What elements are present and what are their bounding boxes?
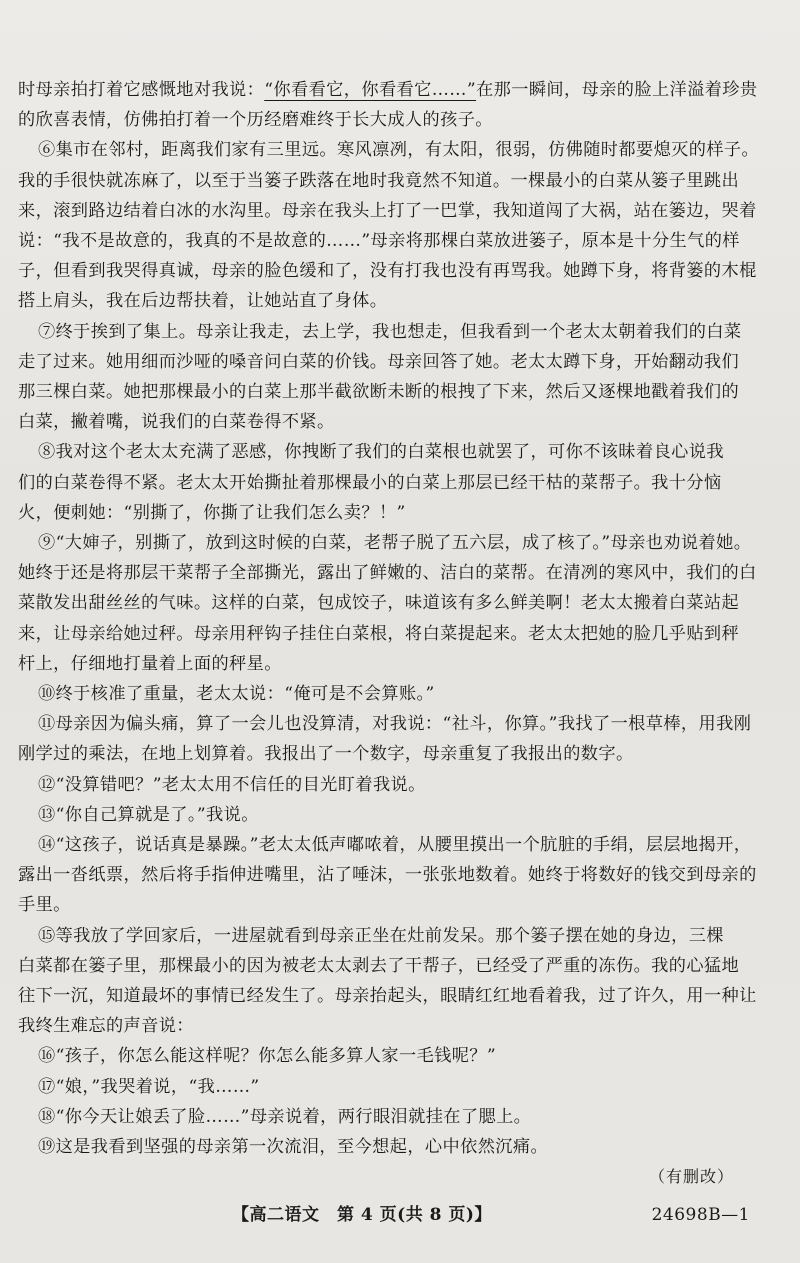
text-line: 菜散发出甜丝丝的气味。这样的白菜，包成饺子，味道该有多么鲜美啊！老太太搬着白菜站起 <box>18 593 740 613</box>
text-line: 的欣喜表情，仿佛拍打着一个历经磨难终于长大成人的孩子。 <box>18 110 493 130</box>
source-note: （有删改） <box>648 1167 734 1186</box>
text-line: 她终于还是将那层干菜帮子全部撕光，露出了鲜嫩的、洁白的菜帮。在清冽的寒风中，我们的白 <box>18 563 757 583</box>
text-line: 我终生难忘的声音说： <box>18 1016 194 1036</box>
text-segment: 在那一瞬间，母亲的脸上洋溢着珍贵 <box>476 80 758 100</box>
text-line: 刚学过的乘法，在地上划算着。我报出了一个数字，母亲重复了我报出的数字。 <box>18 744 634 764</box>
paragraph-13-line: ⑬“你自己算就是了。”我说。 <box>38 805 259 825</box>
text-line: 我的手很快就冻麻了，以至于当篓子跌落在地时我竟然不知道。一棵最小的白菜从篓子里跳出 <box>18 171 740 191</box>
paragraph-9-line: ⑨“大婶子，别撕了，放到这时候的白菜，老帮子脱了五六层，成了核了。”母亲也劝说着她。 <box>38 533 752 553</box>
paragraph-12-line: ⑫“没算错吧？”老太太用不信任的目光盯着我说。 <box>38 775 426 795</box>
text-line: 白菜都在篓子里，那棵最小的因为被老太太剥去了干帮子，已经受了严重的冻伤。我的心猛地 <box>18 956 740 976</box>
underlined-quote: “你看看它，你看看它……” <box>264 80 477 100</box>
paragraph-7-line: ⑦终于挨到了集上。母亲让我走，去上学，我也想走，但我看到一个老太太朝着我们的白菜 <box>38 322 742 342</box>
text-line: 那三棵白菜。她把那棵最小的白菜上那半截欲断未断的根拽了下来，然后又逐棵地戳着我们的 <box>18 382 740 402</box>
text-line <box>18 76 780 104</box>
footer-exam-code: 24698B—1 <box>651 1205 750 1225</box>
page-footer <box>0 1201 800 1229</box>
text-line: 搭上肩头，我在后边帮扶着，让她站直了身体。 <box>18 291 388 311</box>
text-line: 说：“我不是故意的，我真的不是故意的……”母亲将那棵白菜放进篓子，原本是十分生气的样 <box>18 231 740 251</box>
paragraph-18-line: ⑱“你今天让娘丢了脸……”母亲说着，两行眼泪就挂在了腮上。 <box>38 1107 532 1127</box>
text-line: 手里。 <box>18 895 71 915</box>
paragraph-16-line: ⑯“孩子，你怎么能这样呢？你怎么能多算人家一毛钱呢？” <box>38 1046 497 1066</box>
paragraph-14-line: ⑭“这孩子，说话真是暴躁。”老太太低声嘟哝着，从腰里摸出一个肮脏的手绢，层层地揭开， <box>38 835 752 855</box>
text-line: 露出一沓纸票，然后将手指伸进嘴里，沾了唾沫，一张张地数着。她终于将数好的钱交到母亲的 <box>18 865 757 885</box>
text-line: 往下一沉，知道最坏的事情已经发生了。母亲抬起头，眼睛红红地看着我，过了许久，用一种让 <box>18 986 757 1006</box>
paragraph-11-line: ⑪母亲因为偏头痛，算了一会儿也没算清，对我说：“社斗，你算。”我找了一根草棒，用我刚 <box>38 714 752 734</box>
footer-subject-page: 【高二语文 第 4 页(共 8 页)】 <box>232 1205 492 1225</box>
paragraph-19-line: ⑲这是我看到坚强的母亲第一次流泪，至今想起，心中依然沉痛。 <box>38 1137 549 1157</box>
text-line: 来，滚到路边结着白冰的水沟里。母亲在我头上打了一巴掌，我知道闯了大祸，站在篓边，哭着 <box>18 201 757 221</box>
paragraph-8-line: ⑧我对这个老太太充满了恶感，你拽断了我们的白菜根也就罢了，可你不该昧着良心说我 <box>38 442 724 462</box>
paragraph-10-line: ⑩终于核准了重量，老太太说：“俺可是不会算账。” <box>38 684 435 704</box>
text-line: 们的白菜卷得不紧。老太太开始撕扯着那棵最小的白菜上那层已经干枯的菜帮子。我十分恼 <box>18 473 722 493</box>
text-line: 走了过来。她用细而沙哑的嗓音问白菜的价钱。母亲回答了她。老太太蹲下身，开始翻动我们 <box>18 352 740 372</box>
text-line: 子，但看到我哭得真诚，母亲的脸色缓和了，没有打我也没有再骂我。她蹲下身，将背篓的木棍 <box>18 261 757 281</box>
text-segment: 时母亲拍打着它感慨地对我说： <box>18 80 265 100</box>
paragraph-15-line: ⑮等我放了学回家后，一进屋就看到母亲正坐在灶前发呆。那个篓子摆在她的身边，三棵 <box>38 926 724 946</box>
text-line: 来，让母亲给她过秤。母亲用秤钩子挂住白菜根，将白菜提起来。老太太把她的脸几乎贴到秤 <box>18 624 740 644</box>
paragraph-6-line: ⑥集市在邻村，距离我们家有三里远。寒风凛冽，有太阳，很弱，仿佛随时都要熄灭的样子。 <box>38 140 760 160</box>
paragraph-17-line: ⑰“娘，”我哭着说，“我……” <box>38 1077 260 1097</box>
text-line: 白菜，撇着嘴，说我们的白菜卷得不紧。 <box>18 412 335 432</box>
text-line: 杆上，仔细地打量着上面的秤星。 <box>18 654 282 674</box>
text-line: 火，便刺她：“别撕了，你撕了让我们怎么卖？！” <box>18 503 406 523</box>
